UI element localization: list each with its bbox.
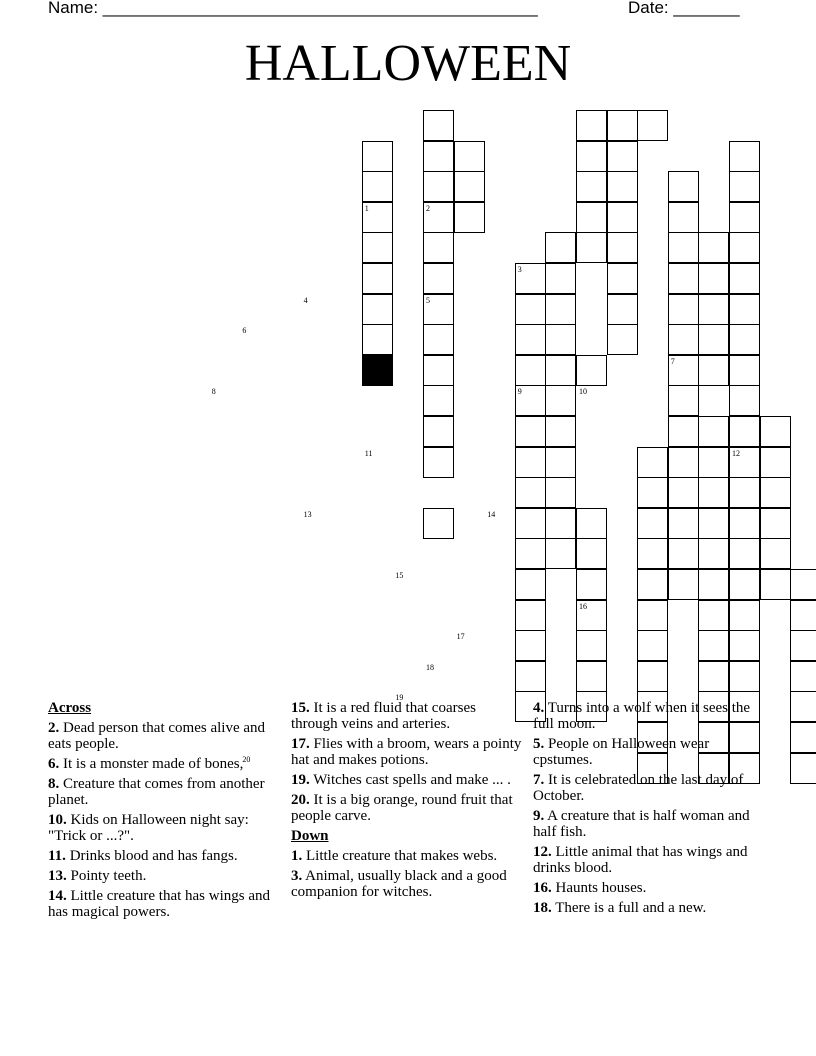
answer-cell[interactable] [515,477,546,508]
clue-item-number: 19. [291,772,310,788]
answer-cell[interactable] [423,294,454,325]
clue-item-number: 15. [291,700,310,716]
answer-cell[interactable] [637,600,668,631]
clue-number: 11 [364,448,373,458]
answer-cell[interactable] [790,691,816,722]
answer-cell[interactable] [607,110,638,141]
clue-number: 9 [517,387,522,397]
answer-cell[interactable] [576,110,607,141]
answer-cell[interactable] [637,447,668,478]
answer-cell[interactable] [607,141,638,172]
answer-cell[interactable] [729,294,760,325]
answer-cell[interactable] [790,600,816,631]
answer-cell[interactable] [515,324,546,355]
answer-cell[interactable] [515,538,546,569]
across-heading: Across [48,700,92,716]
answer-cell[interactable] [576,355,607,386]
clue-item-text: Turns into a wolf when it sees the full moon. [533,700,751,732]
answer-cell[interactable] [545,294,576,325]
answer-cell[interactable] [545,447,576,478]
answer-cell[interactable] [637,110,668,141]
clue-item-text: It is a monster made of bones, [59,756,244,772]
answer-cell[interactable] [790,753,816,784]
clue-item-text: There is a full and a new. [551,900,707,916]
down-clue-list [291,848,526,900]
answer-cell[interactable] [729,232,760,263]
answer-cell[interactable] [576,508,607,539]
clue-item-text: Kids on Halloween night say: "Trick or ...?". [48,812,249,844]
answer-cell[interactable] [423,355,454,386]
clue-item-number: 10. [48,812,67,828]
answer-cell[interactable] [637,538,668,569]
answer-cell[interactable] [790,569,816,600]
clue-item-number: 17. [291,736,310,752]
answer-cell[interactable] [545,416,576,447]
answer-cell[interactable] [607,171,638,202]
answer-cell[interactable] [515,385,546,416]
answer-cell[interactable] [729,569,760,600]
answer-cell[interactable] [668,324,699,355]
answer-cell[interactable] [515,294,546,325]
answer-cell[interactable] [668,202,699,233]
answer-cell[interactable] [607,202,638,233]
answer-cell[interactable] [607,324,638,355]
answer-cell[interactable] [515,355,546,386]
clue-item [48,848,283,864]
clue-item-number: 6. [48,756,60,772]
answer-cell[interactable] [423,110,454,141]
clue-item-text: Haunts houses. [551,880,647,896]
answer-cell[interactable] [576,141,607,172]
answer-cell[interactable] [729,324,760,355]
answer-cell[interactable] [668,538,699,569]
clue-item-number: 9. [533,808,545,824]
answer-cell[interactable] [515,569,546,600]
clue-item [48,720,283,752]
answer-cell[interactable] [545,477,576,508]
answer-cell[interactable] [760,477,791,508]
clue-number: 13 [303,509,312,519]
answer-cell[interactable] [454,171,485,202]
answer-cell[interactable] [698,600,729,631]
answer-cell[interactable] [515,508,546,539]
answer-cell[interactable] [576,661,607,692]
clue-item-number: 13. [48,868,67,884]
answer-cell[interactable] [760,447,791,478]
clue-item-text: Dead person that comes alive and eats people. [48,720,266,752]
answer-cell[interactable] [668,171,699,202]
across-clue-list-continued [291,700,526,824]
answer-cell[interactable] [668,569,699,600]
answer-cell[interactable] [668,355,699,386]
clue-item-number: 2. [48,720,60,736]
blocked-cell [362,355,393,386]
answer-cell[interactable] [362,171,393,202]
clue-item-text: Little creature that has wings and has magical powers. [48,888,271,920]
clues-column-2 [291,700,526,904]
answer-cell[interactable] [362,232,393,263]
answer-cell[interactable] [515,600,546,631]
clue-item-text: Drinks blood and has fangs. [65,848,238,864]
clue-number: 15 [395,571,404,580]
answer-cell[interactable] [729,171,760,202]
answer-cell[interactable] [698,324,729,355]
clue-number: 12 [732,448,740,458]
clue-item [533,772,768,804]
down-heading: Down [291,828,329,844]
answer-cell[interactable] [698,477,729,508]
answer-cell[interactable] [423,385,454,416]
answer-cell[interactable] [515,447,546,478]
answer-cell[interactable] [515,630,546,661]
answer-cell[interactable] [698,416,729,447]
clue-item [533,844,768,876]
clue-item-number: 18. [533,900,552,916]
clue-number: 16 [579,601,587,611]
clue-item-number: 5. [533,736,545,752]
clue-item [533,736,768,768]
clue-item-number: 11. [48,848,66,864]
clue-item [48,888,283,920]
clue-item-number: 3. [291,868,303,884]
answer-cell[interactable] [729,538,760,569]
clue-item-text: It is celebrated on the last day of October. [533,772,744,804]
answer-cell[interactable] [698,661,729,692]
clue-number: 18 [426,662,434,672]
name-field-label: Name: ______________________________________________ [48,0,538,17]
answer-cell[interactable] [423,324,454,355]
answer-cell[interactable] [760,538,791,569]
answer-cell[interactable] [760,569,791,600]
answer-cell[interactable] [729,355,760,386]
clue-number: 3 [517,265,522,274]
clue-item [291,772,526,788]
clue-item [533,808,768,840]
answer-cell[interactable] [545,355,576,386]
answer-cell[interactable] [515,263,546,294]
answer-cell[interactable] [545,385,576,416]
answer-cell[interactable] [576,600,607,631]
clue-item [533,880,768,896]
answer-cell[interactable] [607,294,638,325]
answer-cell[interactable] [668,385,699,416]
answer-cell[interactable] [729,508,760,539]
answer-cell[interactable] [454,202,485,233]
answer-cell[interactable] [729,477,760,508]
answer-cell[interactable] [729,385,760,416]
clue-item [48,756,283,772]
answer-cell[interactable] [637,508,668,539]
clue-number: 19 [395,693,404,703]
answer-cell[interactable] [698,630,729,661]
clue-item-text: Pointy teeth. [66,868,147,884]
answer-cell[interactable] [576,202,607,233]
answer-cell[interactable] [668,508,699,539]
date-field-label: Date: _______ [628,0,740,17]
answer-cell[interactable] [423,171,454,202]
clue-item-text: Witches cast spells and make ... . [309,772,511,788]
clue-item-text: It is a big orange, round fruit that people carve. [291,792,513,824]
clue-item [48,812,283,844]
answer-cell[interactable] [576,538,607,569]
clue-item [291,792,526,824]
clue-item-number: 12. [533,844,552,860]
answer-cell[interactable] [545,538,576,569]
answer-cell[interactable] [729,661,760,692]
clue-number: 2 [426,203,430,213]
answer-cell[interactable] [760,416,791,447]
answer-cell[interactable] [515,416,546,447]
across-clue-list [48,720,283,920]
answer-cell[interactable] [760,508,791,539]
clue-number: 1 [364,203,369,213]
answer-cell[interactable] [668,232,699,263]
clue-item [48,776,283,808]
answer-cell[interactable] [637,661,668,692]
answer-cell[interactable] [698,263,729,294]
answer-cell[interactable] [790,722,816,753]
answer-cell[interactable] [362,294,393,325]
clue-number: 4 [303,295,308,305]
answer-cell[interactable] [607,232,638,263]
answer-cell[interactable] [545,232,576,263]
answer-cell[interactable] [423,263,454,294]
clue-item-text: Animal, usually black and a good companion for witches. [291,868,507,900]
clue-item-number: 16. [533,880,552,896]
clue-number: 5 [426,295,430,305]
answer-cell[interactable] [576,569,607,600]
answer-cell[interactable] [698,232,729,263]
answer-cell[interactable] [576,630,607,661]
answer-cell[interactable] [607,263,638,294]
answer-cell[interactable] [637,477,668,508]
clue-item [291,868,526,900]
answer-cell[interactable] [423,141,454,172]
answer-cell[interactable] [362,263,393,294]
answer-cell[interactable] [729,447,760,478]
answer-cell[interactable] [362,141,393,172]
clue-item [291,736,526,768]
answer-cell[interactable] [790,661,816,692]
answer-cell[interactable] [729,416,760,447]
clue-item-text: Creature that comes from another planet. [48,776,265,808]
answer-cell[interactable] [423,447,454,478]
answer-cell[interactable] [729,630,760,661]
clue-item [533,700,768,732]
answer-cell[interactable] [545,324,576,355]
clue-item-number: 20. [291,792,310,808]
clue-item-number: 14. [48,888,67,904]
answer-cell[interactable] [668,263,699,294]
clue-item-text: It is a red fluid that coarses through veins and arteries. [291,700,476,732]
clue-number: 14 [487,509,496,519]
answer-cell[interactable] [790,630,816,661]
answer-cell[interactable] [515,661,546,692]
clue-number: 17 [456,632,465,642]
answer-cell[interactable] [668,294,699,325]
puzzle-title: HALLOWEEN [244,35,572,92]
answer-cell[interactable] [423,202,454,233]
clue-item [48,868,283,884]
clue-item-text: A creature that is half woman and half fish. [533,808,750,840]
clue-number: 7 [670,356,675,366]
answer-cell[interactable] [698,355,729,386]
answer-cell[interactable] [698,569,729,600]
clue-number: 8 [211,387,216,397]
clue-item-number: 8. [48,776,60,792]
answer-cell[interactable] [729,202,760,233]
down-clue-list-continued [533,700,768,916]
answer-cell[interactable] [454,141,485,172]
clues-column-1 [48,700,283,924]
answer-cell[interactable] [668,416,699,447]
answer-cell[interactable] [545,263,576,294]
clue-item [291,848,526,864]
clue-item [291,700,526,732]
answer-cell[interactable] [545,508,576,539]
clue-item-number: 1. [291,848,303,864]
answer-cell[interactable] [729,263,760,294]
clue-item-number: 4. [533,700,545,716]
answer-cell[interactable] [698,447,729,478]
answer-cell[interactable] [423,416,454,447]
answer-cell[interactable] [362,202,393,233]
clue-item-text: People on Halloween wear cpstumes. [533,736,710,768]
answer-cell[interactable] [637,569,668,600]
answer-cell[interactable] [362,324,393,355]
clue-number: 10 [579,387,587,397]
answer-cell[interactable] [637,630,668,661]
clues-column-3 [533,700,768,920]
clue-number: 20 [242,754,251,764]
clue-item-text: Little creature that makes webs. [302,848,498,864]
answer-cell[interactable] [698,508,729,539]
answer-cell[interactable] [423,508,454,539]
answer-cell[interactable] [698,538,729,569]
clue-item-text: Flies with a broom, wears a pointy hat and makes potions. [291,736,522,768]
answer-cell[interactable] [668,477,699,508]
clue-item-number: 7. [533,772,545,788]
answer-cell[interactable] [668,447,699,478]
answer-cell[interactable] [576,232,607,263]
answer-cell[interactable] [423,232,454,263]
answer-cell[interactable] [576,171,607,202]
answer-cell[interactable] [698,294,729,325]
answer-cell[interactable] [729,600,760,631]
clue-number: 6 [242,326,247,336]
clue-item-text: Little animal that has wings and drinks blood. [533,844,748,876]
clue-item [533,900,768,916]
answer-cell[interactable] [729,141,760,172]
